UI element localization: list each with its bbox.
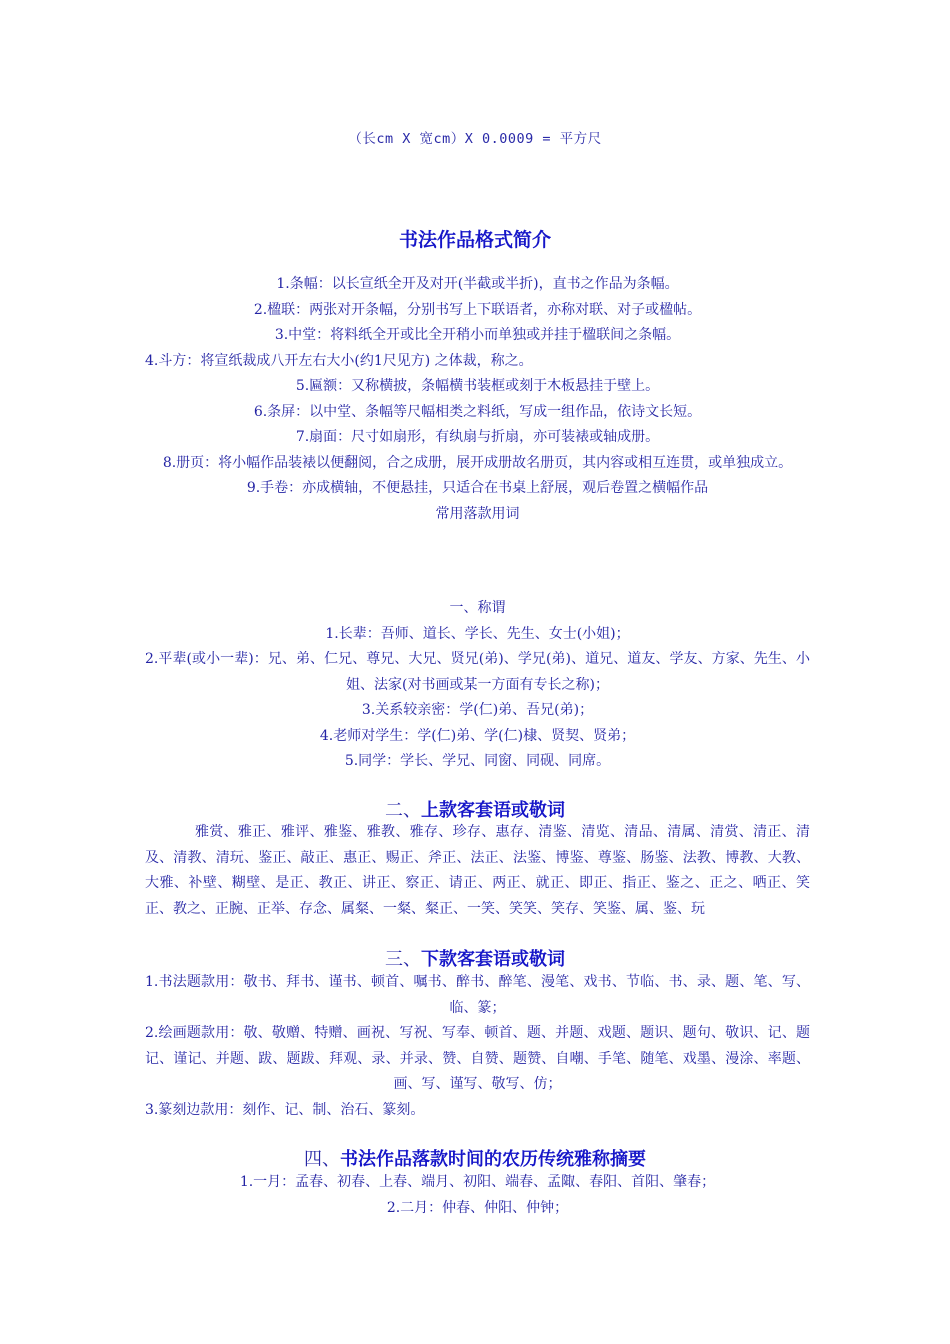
list-item: 2.二月：仲春、仲阳、仲钟； xyxy=(386,1199,569,1216)
section-heading-2 xyxy=(0,796,950,822)
page-title: 书法作品格式简介 xyxy=(398,229,551,251)
format-item: 8.册页：将小幅作品装裱以便翻阅，合之成册，展开成册故名册页，其内容或相互连贯，或单独成立。 xyxy=(162,454,793,471)
section-heading-text: 上款客套语或敬词 xyxy=(421,800,565,821)
format-item: 3.中堂：将料纸全开或比全开稍小而单独或并挂于楹联间之条幅。 xyxy=(274,327,681,343)
list-item: 1.书法题款用：敬书、拜书、谨书、顿首、嘱书、醉书、醉笔、漫笔、戏书、节临、书、录、题、笔、写、临、篆； xyxy=(145,974,810,1016)
section-number: 二、 xyxy=(385,800,421,821)
format-item: 1.条幅：以长宣纸全开及对开(半截或半折)，直书之作品为条幅。 xyxy=(276,276,679,292)
format-item: 6.条屏：以中堂、条幅等尺幅相类之料纸，写成一组作品，依诗文长短。 xyxy=(253,403,702,420)
section-number: 四、 xyxy=(304,1149,340,1170)
area-formula: （长cm X 宽cm）X 0.0009 = 平方尺 xyxy=(348,131,602,147)
list-item: 2.绘画题款用：敬、敬赠、特赠、画祝、写祝、写奉、顿首、题、并题、戏题、题识、题句、敬识、记、题记、谨记、并题、跋、题跋、拜观、录、并录、赞、自赞、题赞、自嘲、手笔、随笔、戏墨、漫涂、率题、画、写、谨写、敬写、仿； xyxy=(145,1025,810,1092)
format-item: 9.手卷：亦成横轴，不便悬挂，只适合在书桌上舒展，观后卷置之横幅作品 xyxy=(246,480,709,496)
list-item: 1.长辈：吾师、道长、学长、先生、女士(小姐)； xyxy=(325,625,630,642)
subtitle: 常用落款用词 xyxy=(435,505,520,522)
paragraph: 雅赏、雅正、雅评、雅鉴、雅教、雅存、珍存、惠存、清鉴、清览、清品、清属、清赏、清正、清及、清教、清玩、鉴正、敲正、惠正、赐正、斧正、法正、法鉴、博鉴、尊鉴、肠鉴、法教、博教、大教、大雅、补壁、糊壁、是正、教正、讲正、察正、请正、两正、就正、即正、指正、鉴之、正之、哂正、笑正、教之、正腕、正举、存念、属粲、一粲、粲正、一笑、笑笑、笑存、笑鉴、属、鉴、玩 xyxy=(145,824,810,917)
format-item: 7.扇面：尺寸如扇形，有纨扇与折扇，亦可装裱或轴成册。 xyxy=(295,429,660,445)
section-heading-4 xyxy=(0,1145,950,1171)
list-item: 1.一月：孟春、初春、上春、端月、初阳、端春、孟陬、春阳、首阳、肇春； xyxy=(239,1174,716,1190)
section-heading: 一、称谓 xyxy=(449,600,506,616)
format-list xyxy=(145,272,810,527)
section-polite-terms xyxy=(145,820,810,922)
list-item: 2.平辈(或小一辈)：兄、弟、仁兄、尊兄、大兄、贤兄(弟)、学兄(弟)、道兄、道友、学友、方家、先生、小姐、法家(对书画或某一方面有专长之称)； xyxy=(145,651,810,693)
list-item: 5.同学：学长、学兄、同窗、同砚、同席。 xyxy=(344,753,611,769)
format-item: 2.楹联：两张对开条幅，分别书写上下联语者，亦称对联、对子或楹帖。 xyxy=(253,301,702,318)
section-heading-text: 书法作品落款时间的农历传统雅称摘要 xyxy=(340,1149,646,1170)
section-lower-terms xyxy=(145,970,810,1123)
section-heading-text: 下款客套语或敬词 xyxy=(421,949,565,970)
section-number: 三、 xyxy=(385,949,421,970)
section-heading-3 xyxy=(0,945,950,971)
list-item: 4.老师对学生：学(仁)弟、学(仁)棣、贤契、贤弟； xyxy=(319,727,636,744)
list-item: 3.篆刻边款用：刻作、记、制、治石、篆刻。 xyxy=(145,1101,425,1118)
format-item: 4.斗方：将宣纸裁成八开左右大小(约1尺见方) 之体裁，称之。 xyxy=(145,352,533,369)
section-lunar-months xyxy=(145,1170,810,1221)
section-titles xyxy=(145,596,810,775)
format-item: 5.匾额：又称横披，条幅横书装框或刻于木板悬挂于壁上。 xyxy=(295,378,660,394)
list-item: 3.关系较亲密：学(仁)弟、吾兄(弟)； xyxy=(361,702,594,718)
